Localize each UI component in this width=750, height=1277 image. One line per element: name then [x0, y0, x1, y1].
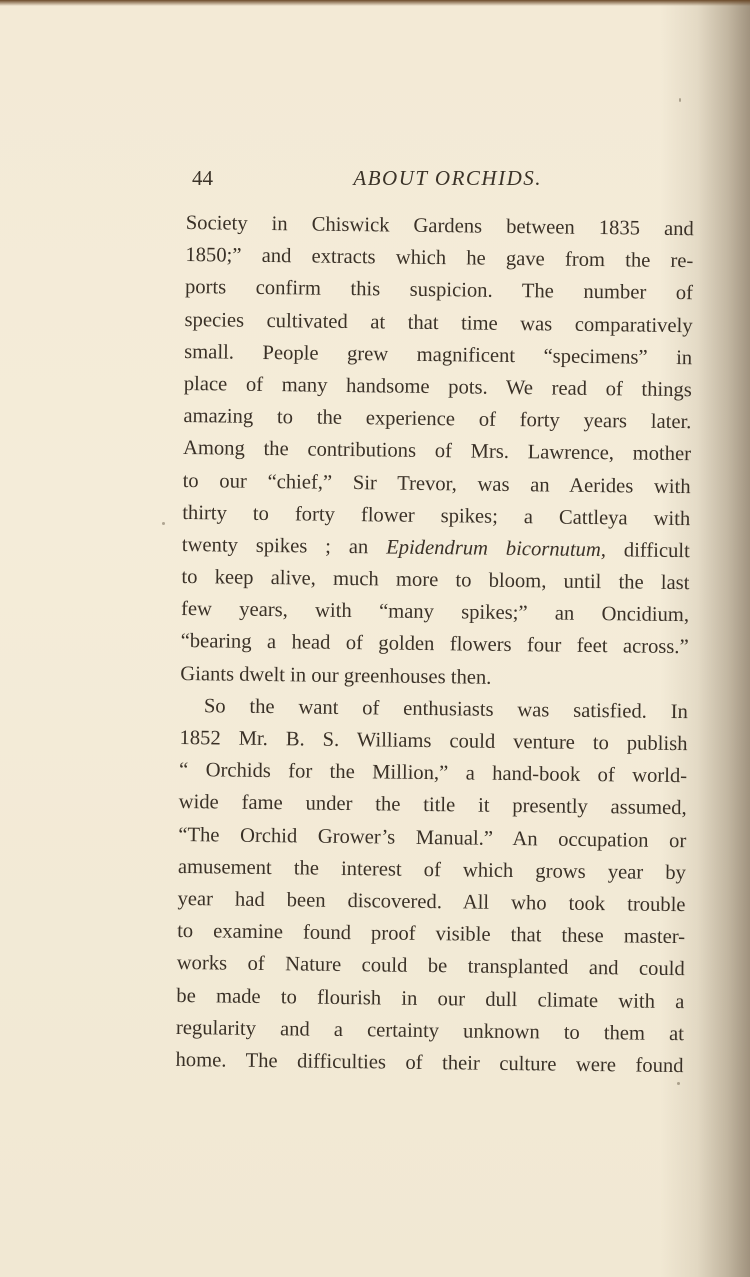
- body-text: [175, 207, 694, 1082]
- text-line: small. People grew magnificent “specimens” in: [184, 340, 693, 369]
- text-line: species cultivated at that time was comparatively: [184, 308, 693, 337]
- text-line: amazing to the experience of forty years later.: [183, 405, 692, 434]
- paper-speck: [679, 98, 681, 102]
- paragraph-start-line: So the want of enthusiasts was satisfied. In: [203, 695, 689, 723]
- text-line: works of Nature could be transplanted and could: [176, 952, 685, 981]
- text-line: 1850;” and extracts which he gave from the re-: [185, 244, 694, 273]
- paper-speck: [677, 1082, 680, 1085]
- running-head: [192, 162, 548, 194]
- text-line: Among the contributions of Mrs. Lawrence, mother: [182, 437, 692, 466]
- text-line: to keep alive, much more to bloom, until the last: [181, 566, 690, 595]
- text-line: few years, with “many spikes;” an Oncidium,: [180, 598, 690, 627]
- text-line: place of many handsome pots. We read of things: [183, 372, 692, 402]
- text-line: regularity and a certainty unknown to them at: [175, 1016, 685, 1045]
- page-top-edge: [0, 0, 750, 6]
- text-line: 1852 Mr. B. S. Williams could venture to publish: [179, 726, 688, 756]
- text-line: year had been discovered. All who took trouble: [177, 887, 686, 917]
- text-line: to examine found proof visible that these master-: [177, 920, 686, 949]
- text-line: be made to flourish in our dull climate with a: [176, 984, 685, 1013]
- text-line: wide fame under the title it presently assumed,: [178, 791, 687, 820]
- paper-speck: [162, 522, 165, 525]
- page-number: 44: [192, 166, 213, 190]
- text-line: thirty to forty flower spikes; a Cattleya with: [182, 501, 691, 530]
- text-line: “ Orchids for the Million,” a hand-book of world-: [178, 759, 688, 788]
- text-line: to our “chief,” Sir Trevor, was an Aerides with: [182, 469, 691, 498]
- text-line: “bearing a head of golden flowers four feet across.”: [180, 630, 689, 659]
- text-line: Giants dwelt in our greenhouses then.: [180, 662, 492, 689]
- text-line: Society in Chiswick Gardens between 1835 and: [185, 211, 694, 241]
- running-title: ABOUT ORCHIDS.: [353, 166, 542, 190]
- text-line: “The Orchid Grower’s Manual.” An occupation or: [178, 823, 687, 852]
- text-line-start: twenty spikes ; an: [181, 533, 387, 559]
- text-line: amusement the interest of which grows year by: [177, 855, 687, 884]
- text-line: ports confirm this suspicion. The number of: [184, 276, 694, 305]
- text-line: home. The difficulties of their culture were found: [175, 1048, 684, 1078]
- text-line-end: difficult: [605, 539, 690, 563]
- species-name-italic: Epidendrum bicornutum,: [386, 536, 607, 562]
